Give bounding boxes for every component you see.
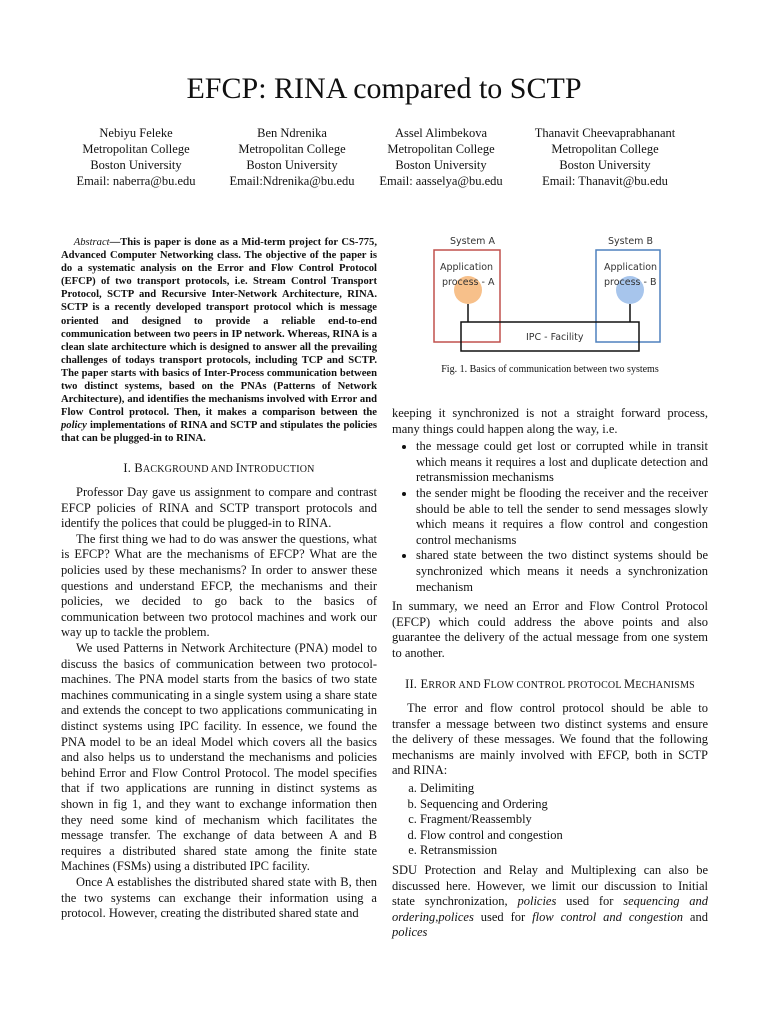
- figure-ipc-diagram: [430, 232, 688, 354]
- author-name: Ben Ndrenika: [257, 126, 327, 140]
- author-university: Boston University: [246, 158, 338, 172]
- author-block: [51, 125, 221, 189]
- author-name: Nebiyu Feleke: [99, 126, 173, 140]
- page-title: EFCP: RINA compared to SCTP: [186, 72, 582, 105]
- text-run-italic: flow control and congestion: [532, 909, 683, 924]
- app-b-label-line1: Application: [604, 262, 658, 273]
- section-heading-cap: I: [235, 460, 241, 475]
- section-heading-cap: E: [420, 676, 429, 691]
- abstract-text-1: This is paper is done as a Mid-term project for CS-775, Advanced Computer Networking class. The objective of the paper is do a systematic analysis on the Error and Flow Control Protocol (EFCP) of two transport protocols, i.e. Stream Control Transport Protocol, SCTP and Recursive Inter-Network Architecture, RINA. SCTP is a recently developed transport protocol which is message oriented and designed to provide a reliable end-to-end communication between two peers in IP network. Whereas, RINA is a clean slate architecture which is designed to answer all the prevailing challenges of todays transport protocols, including TCP and SCTP. The paper starts with basics of Inter-Process communication between two distinct systems, based on the PNAs (Patterns of Network Architecture), and identifies the mechanisms involved with Error and Flow Control protocol. Then, it makes a comparison between the: [61, 237, 377, 419]
- section-heading-smallcaps: LOW CONTROL PROTOCOL: [490, 679, 624, 691]
- author-email: Email: aasselya@bu.edu: [379, 174, 503, 188]
- left-column: [61, 236, 377, 922]
- text-run: used for: [556, 894, 624, 909]
- paragraph: The first thing we had to do was answer the questions, what is EFCP? What are the mechanisms of EFCP? What are the policies used by these mechanisms? In order to answer these questions and understand EFCP, the mechanisms and their policies, we decided to go back to the basics of communication between two protocol machines and work our way up to tackle the problem.: [61, 531, 377, 640]
- paragraph: [392, 863, 708, 941]
- author-university: Boston University: [90, 158, 182, 172]
- abstract-label: Abstract: [73, 237, 110, 248]
- abstract-dash: —: [109, 237, 121, 248]
- list-item: c. Fragment/Reassembly: [420, 812, 708, 828]
- list-item: e. Retransmission: [420, 843, 708, 859]
- abstract: [61, 236, 377, 446]
- text-run: ,: [435, 909, 439, 924]
- section-heading-cap: B: [134, 460, 143, 475]
- paragraph: Professor Day gave us assignment to compare and contrast EFCP policies of RINA and SCTP transport protocols and identify the polices that could be plugged-in to RINA.: [61, 485, 377, 531]
- figure-caption: Fig. 1. Basics of communication between two systems: [441, 364, 659, 375]
- paragraph: We used Patterns in Network Architecture (PNA) model to discuss the basics of communication between two protocol-machines. The PNA model starts from the basics of two state machines communicating in a single system using a share state and extends the concept to two applications communicating in distinct systems using IPC facility. In essence, we found the PNA model to be an ideal Model which covers all the basics and also helps us to understand the mechanisms and policies behind Error and Flow Control Protocol. The model specifies that if two applications are running in distinct systems as shown in fig 1, and they want to exchange information then they need some kind of mechanism which facilitates the message transfer. The exchange of data between A and B requires a distributed shared state among the finite state Machines (FSMs) using a distributed IPC facility.: [61, 641, 377, 874]
- section-number: I.: [123, 460, 135, 475]
- list-item: • the message could get lost or corrupted while in transit which means it requires a lost and duplicate detection and retransmission mechanisms: [416, 439, 708, 486]
- section-heading-smallcaps: ECHANISMS: [635, 679, 695, 691]
- author-college: Metropolitan College: [82, 142, 190, 156]
- list-item: a. Delimiting: [420, 781, 708, 797]
- author-college: Metropolitan College: [387, 142, 495, 156]
- bullet-list: [392, 439, 708, 595]
- author-block: [356, 125, 526, 189]
- author-college: Metropolitan College: [238, 142, 346, 156]
- paragraph: Once A establishes the distributed shared state with B, then the two systems can exchange their information using a protocol. However, creating the distributed shared state and: [61, 874, 377, 921]
- app-a-label-line1: Application: [440, 262, 494, 273]
- app-b-label-line2: process - B: [604, 277, 657, 288]
- author-name: Thanavit Cheevaprabhanant: [534, 126, 676, 140]
- section-heading-cap: F: [483, 676, 491, 691]
- list-item: • the sender might be flooding the receiver and the receiver should be able to tell the sender to send messages slowly which means it requires a flow control and congestion control mechanisms: [416, 486, 708, 548]
- paragraph: The error and flow control protocol should be able to transfer a message between two distinct systems and ensure the delivery of these messages. We found that the following mechanisms are mainly involved with EFCP, both in SCTP and RINA:: [392, 701, 708, 778]
- author-email: Email: naberra@bu.edu: [76, 174, 196, 188]
- text-run-italic: sequencing and ordering: [392, 894, 709, 924]
- section-heading-cap: M: [624, 676, 636, 691]
- author-block: [510, 125, 700, 189]
- list-item: • shared state between the two distinct systems should be synchronized which means it needs a synchronization mechanism: [416, 548, 708, 595]
- text-run: and: [683, 909, 708, 924]
- author-university: Boston University: [395, 158, 487, 172]
- list-item: b. Sequencing and Ordering: [420, 797, 708, 813]
- text-run: used for: [473, 909, 533, 924]
- ipc-facility-label: IPC - Facility: [526, 332, 584, 343]
- abstract-emphasis: policy: [61, 420, 87, 432]
- right-column: [392, 406, 708, 941]
- author-university: Boston University: [559, 158, 651, 172]
- paragraph: In summary, we need an Error and Flow Control Protocol (EFCP) which could address the above points and also guarantee the delivery of the actual message from one system to another.: [392, 599, 708, 660]
- app-a-label-line2: process - A: [442, 277, 495, 288]
- text-run: SDU Protection and Relay and Multiplexing can also be discussed here. However, we limit our discussion to Initial state synchronization,: [392, 863, 708, 909]
- section-heading-2: [392, 677, 708, 694]
- text-run-italic: policies: [517, 894, 557, 909]
- author-email: Email:Ndrenika@bu.edu: [229, 174, 355, 188]
- system-b-label: System B: [608, 236, 653, 247]
- section-heading-smallcaps: NTRODUCTION: [240, 463, 315, 475]
- text-run-italic: polices: [438, 909, 474, 924]
- list-item: d. Flow control and congestion: [420, 828, 708, 844]
- author-name: Assel Alimbekova: [394, 126, 487, 140]
- author-block: [207, 125, 377, 189]
- author-college: Metropolitan College: [551, 142, 659, 156]
- system-a-label: System A: [450, 236, 495, 247]
- paragraph: keeping it synchronized is not a straight forward process, many things could happen along the way, i.e.: [392, 406, 708, 436]
- abstract-text-2: implementations of RINA and SCTP and stipulates the policies that can be plugged-in to RINA.: [61, 420, 377, 445]
- text-run-italic: polices: [392, 925, 428, 940]
- section-heading-smallcaps: RROR AND: [428, 679, 484, 691]
- section-heading-1: [61, 461, 377, 478]
- section-heading-smallcaps: ACKGROUND AND: [142, 463, 236, 475]
- author-email: Email: Thanavit@bu.edu: [542, 174, 668, 188]
- mechanism-list: [392, 781, 708, 859]
- section-number: II.: [405, 676, 421, 691]
